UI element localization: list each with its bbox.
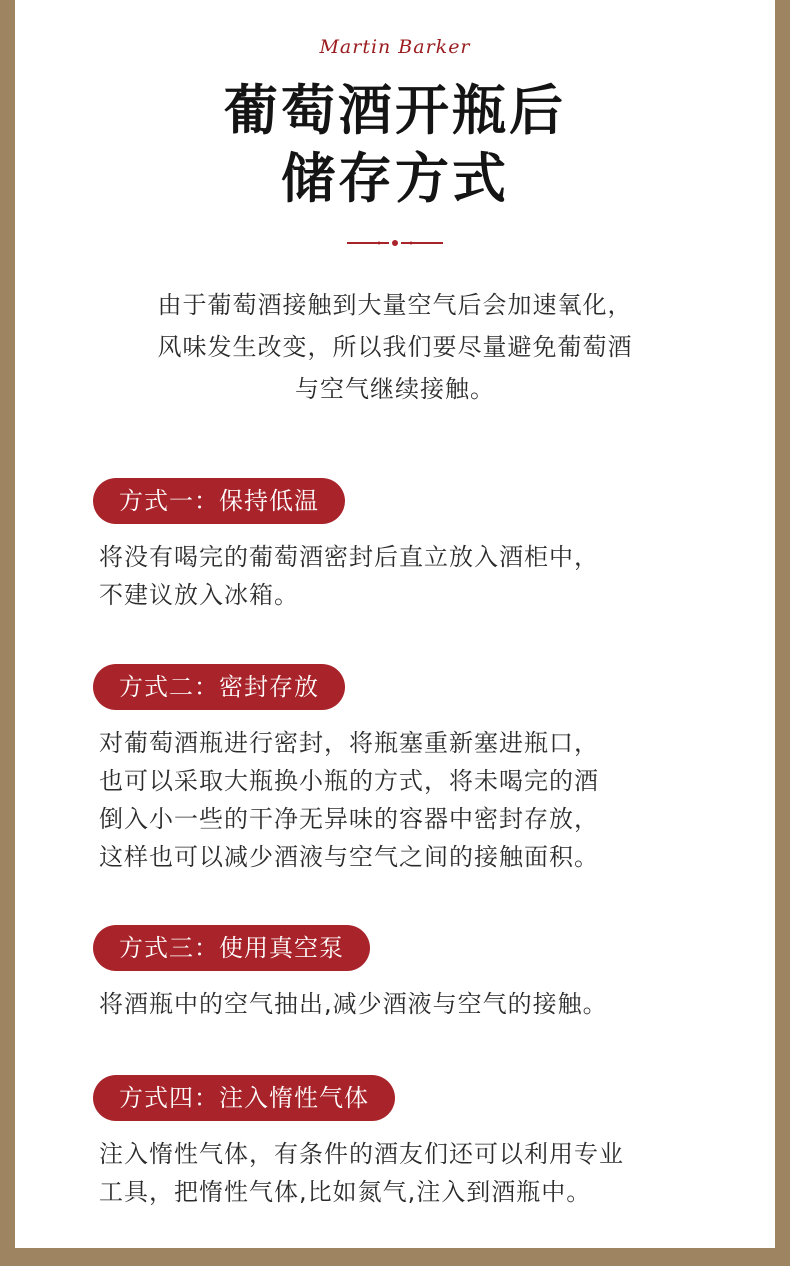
page-title <box>15 76 775 212</box>
body-line: 将酒瓶中的空气抽出,减少酒液与空气的接触。 <box>99 990 608 1018</box>
method-label-1: 方式一：保持低温 <box>93 478 345 524</box>
body-line: 工具，把惰性气体,比如氮气,注入到酒瓶中。 <box>99 1178 592 1206</box>
body-line: 注入惰性气体，有条件的酒友们还可以利用专业 <box>99 1140 624 1168</box>
body-line: 也可以采取大瓶换小瓶的方式，将未喝完的酒 <box>99 767 599 795</box>
method-section-4 <box>93 1075 753 1211</box>
method-label-2: 方式二：密封存放 <box>93 664 345 710</box>
method-section-3 <box>93 925 753 1023</box>
body-line: 不建议放入冰箱。 <box>99 581 299 609</box>
method-label-4: 方式四：注入惰性气体 <box>93 1075 395 1121</box>
method-body-1 <box>99 538 753 614</box>
intro-paragraph <box>95 284 695 410</box>
body-line: 对葡萄酒瓶进行密封，将瓶塞重新塞进瓶口， <box>99 729 599 757</box>
method-body-4 <box>99 1135 753 1211</box>
brand-logo-text: Martin Barker <box>319 36 471 58</box>
intro-line: 与空气继续接触。 <box>295 375 495 403</box>
title-line-1: 葡萄酒开瓶后 <box>224 78 566 142</box>
method-label-3: 方式三：使用真空泵 <box>93 925 370 971</box>
body-line: 这样也可以减少酒液与空气之间的接触面积。 <box>99 843 599 871</box>
ornament-divider <box>345 238 445 248</box>
method-section-2 <box>93 664 753 876</box>
intro-line: 风味发生改变，所以我们要尽量避免葡萄酒 <box>157 333 633 361</box>
body-line: 倒入小一些的干净无异味的容器中密封存放， <box>99 805 599 833</box>
body-line: 将没有喝完的葡萄酒密封后直立放入酒柜中， <box>99 543 599 571</box>
method-section-1 <box>93 478 753 614</box>
content-card <box>15 0 775 1248</box>
method-body-2 <box>99 724 753 876</box>
method-body-3 <box>99 985 753 1023</box>
title-line-2: 储存方式 <box>281 146 509 210</box>
intro-line: 由于葡萄酒接触到大量空气后会加速氧化， <box>157 291 633 319</box>
